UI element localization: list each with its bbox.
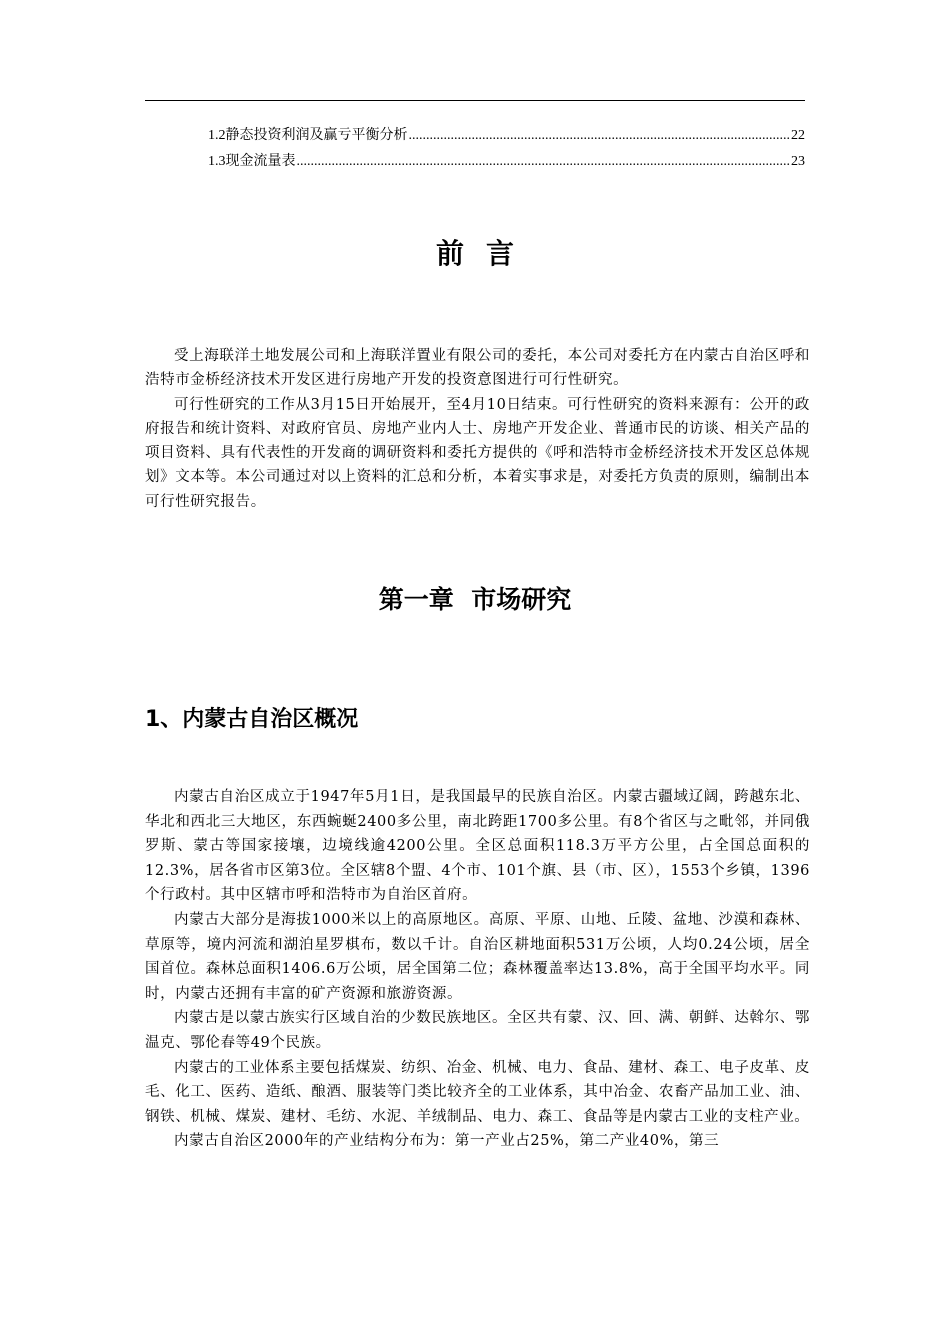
toc-entry-label: 静态投资利润及赢亏平衡分析 [225, 128, 408, 143]
toc-dot-leader [297, 151, 791, 173]
paragraph: 内蒙古的工业体系主要包括煤炭、纺织、冶金、机械、电力、食品、建材、森工、电子皮革、皮毛、化工、医药、造纸、酿酒、服装等门类比较齐全的工业体系，其中冶金、农畜产品加工业、油、钢铁、机械、煤炭、建材、毛纺、水泥、羊绒制品、电力、森工、食品等是内蒙古工业的支柱产业。 [145, 1059, 810, 1125]
toc-entry[interactable] [208, 151, 805, 173]
section-title: 1、内蒙古自治区概况 [145, 707, 359, 732]
section-body [145, 785, 810, 1154]
toc-entry-label: 现金流量表 [225, 154, 296, 169]
toc-entry-page: 23 [791, 154, 805, 169]
preface-title: 前言 [435, 237, 536, 270]
toc-entry[interactable] [208, 125, 805, 147]
chapter-title-text: 第一章 市场研究 [378, 585, 572, 614]
preface-body [145, 344, 810, 514]
header-rule [145, 100, 805, 101]
paragraph: 内蒙古自治区2000年的产业结构分布为：第一产业占25%，第二产业40%，第三 [174, 1133, 720, 1150]
toc-dot-leader [409, 125, 791, 147]
toc-entry-number: 1.2 [208, 128, 226, 143]
paragraph: 内蒙古大部分是海拔1000米以上的高原地区。高原、平原、山地、丘陵、盆地、沙漠和森林、草原等，境内河流和湖泊星罗棋布，数以千计。自治区耕地面积531万公顷，人均0.24公顷，居全国首位。森林总面积1406.6万公顷，居全国第二位；森林覆盖率达13.8%，高于全国平均水平。同时，内蒙古还拥有丰富的矿产资源和旅游资源。 [145, 911, 810, 1002]
paragraph: 可行性研究的工作从3月15日开始展开，至4月10日结束。可行性研究的资料来源有：公开的政府报告和统计资料、对政府官员、房地产业内人士、房地产开发企业、普通市民的访谈、相关产品的项目资料、具有代表性的开发商的调研资料和委托方提供的《呼和浩特市金桥经济技术开发区总体规划》文本等。本公司通过对以上资料的汇总和分析，本着实事求是，对委托方负责的原则，编制出本可行性研究报告。 [145, 396, 810, 510]
toc-entry-page: 22 [791, 128, 805, 143]
toc-entry-number: 1.3 [208, 154, 226, 169]
paragraph: 内蒙古是以蒙古族实行区域自治的少数民族地区。全区共有蒙、汉、回、满、朝鲜、达斡尔、鄂温克、鄂伦春等49个民族。 [145, 1010, 810, 1051]
paragraph: 内蒙古自治区成立于1947年5月1日，是我国最早的民族自治区。内蒙古疆域辽阔，跨越东北、华北和西北三大地区，东西蜿蜒2400多公里，南北跨距1700多公里。有8个省区与之毗邻，并同俄罗斯、蒙古等国家接壤，边境线逾4200公里。全区总面积118.3万平方公里，占全国总面积的12.3%，居各省市区第3位。全区辖8个盟、4个市、101个旗、县（市、区），1553个乡镇，1396个行政村。其中区辖市呼和浩特市为自治区首府。 [145, 789, 810, 904]
paragraph: 受上海联洋土地发展公司和上海联洋置业有限公司的委托，本公司对委托方在内蒙古自治区呼和浩特市金桥经济技术开发区进行房地产开发的投资意图进行可行性研究。 [145, 348, 810, 389]
chapter-title [145, 580, 805, 616]
